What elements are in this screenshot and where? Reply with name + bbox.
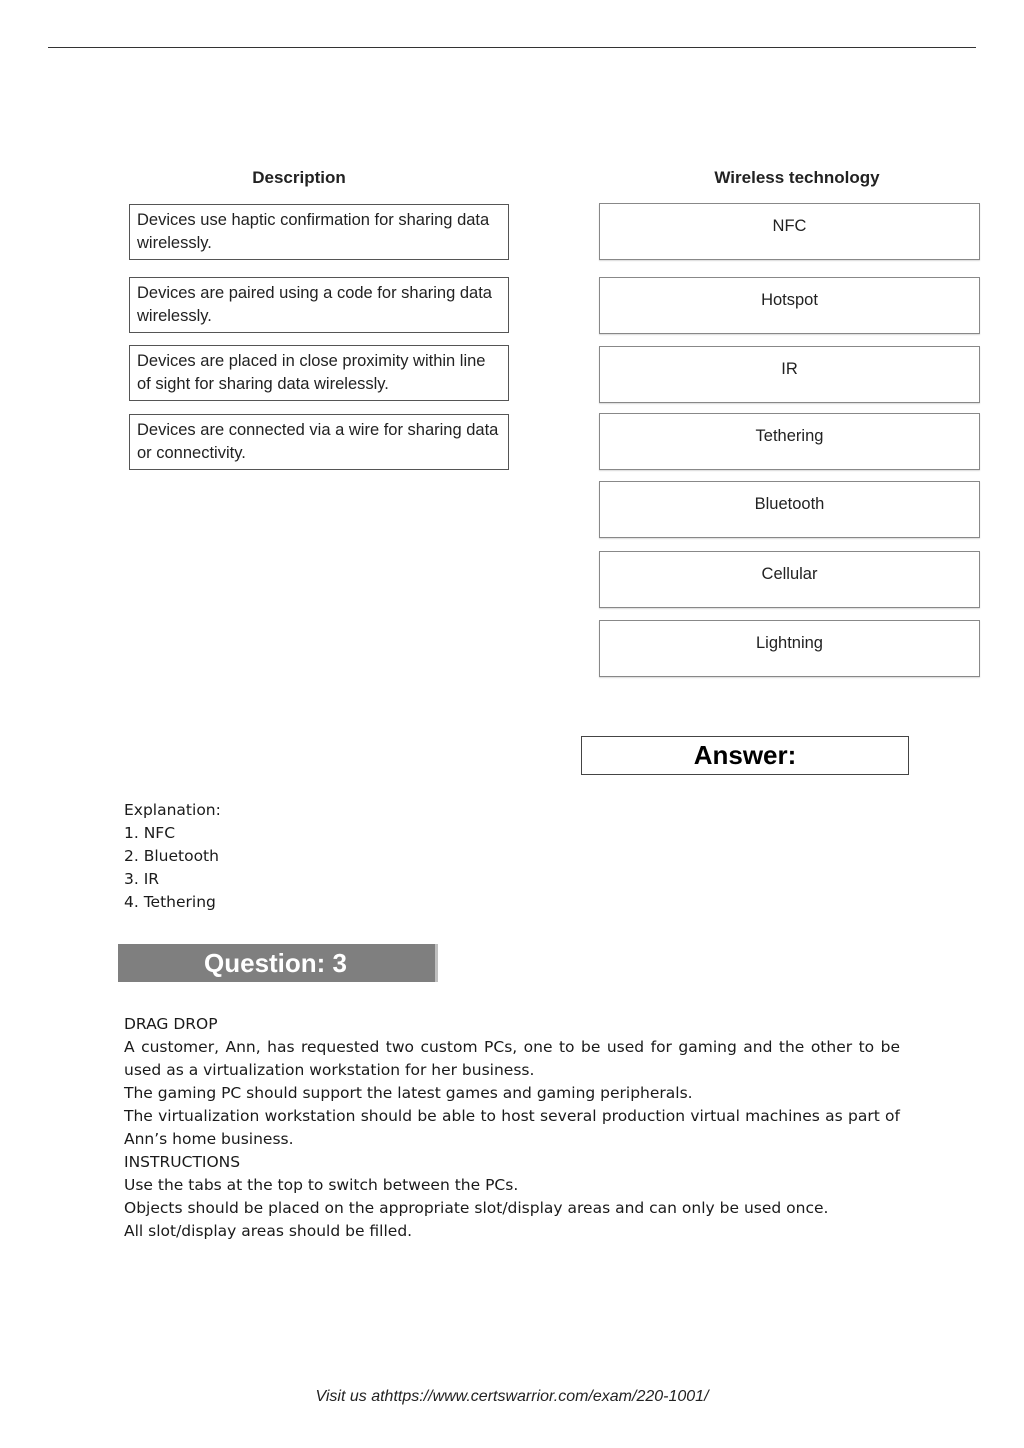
description-slot-3[interactable]: Devices are placed in close proximity within line of sight for sharing data wirelessly.	[129, 345, 509, 401]
question-paragraph: Objects should be placed on the appropriate slot/display areas and can only be used once.	[124, 1199, 829, 1217]
technology-option-cellular[interactable]: Cellular	[599, 551, 980, 608]
description-slot-4[interactable]: Devices are connected via a wire for sharing data or connectivity.	[129, 414, 509, 470]
answer-label: Answer:	[581, 736, 909, 775]
technology-option-ir[interactable]: IR	[599, 346, 980, 403]
description-column-header: Description	[252, 168, 346, 187]
instructions-heading: INSTRUCTIONS	[124, 1153, 241, 1171]
explanation-item: 1. NFC	[124, 824, 176, 842]
explanation-item: 4. Tethering	[124, 893, 216, 911]
question-text	[124, 1013, 900, 1243]
technology-option-nfc[interactable]: NFC	[599, 203, 980, 260]
description-slot-2[interactable]: Devices are paired using a code for sharing data wirelessly.	[129, 277, 509, 333]
question-paragraph: The gaming PC should support the latest games and gaming peripherals.	[124, 1084, 693, 1102]
explanation-heading: Explanation:	[124, 801, 221, 819]
technology-option-tethering[interactable]: Tethering	[599, 413, 980, 470]
technology-option-hotspot[interactable]: Hotspot	[599, 277, 980, 334]
question-type: DRAG DROP	[124, 1015, 218, 1033]
technology-column-header: Wireless technology	[714, 168, 880, 187]
question-paragraph: A customer, Ann, has requested two custom PCs, one to be used for gaming and the other to be used as a virtualization workstation for her business.	[124, 1038, 900, 1079]
technology-option-lightning[interactable]: Lightning	[599, 620, 980, 677]
question-paragraph: All slot/display areas should be filled.	[124, 1222, 413, 1240]
question-paragraph: The virtualization workstation should be able to host several production virtual machines as part of Ann’s home business.	[124, 1107, 900, 1148]
question-banner: Question: 3	[118, 944, 438, 982]
question-paragraph: Use the tabs at the top to switch between the PCs.	[124, 1176, 519, 1194]
footer-link[interactable]: Visit us athttps://www.certswarrior.com/exam/220-1001/	[315, 1388, 709, 1405]
description-slot-1[interactable]: Devices use haptic confirmation for sharing data wirelessly.	[129, 204, 509, 260]
explanation	[124, 799, 900, 914]
technology-option-bluetooth[interactable]: Bluetooth	[599, 481, 980, 538]
explanation-item: 3. IR	[124, 870, 160, 888]
header-rule	[48, 47, 976, 48]
explanation-item: 2. Bluetooth	[124, 847, 219, 865]
